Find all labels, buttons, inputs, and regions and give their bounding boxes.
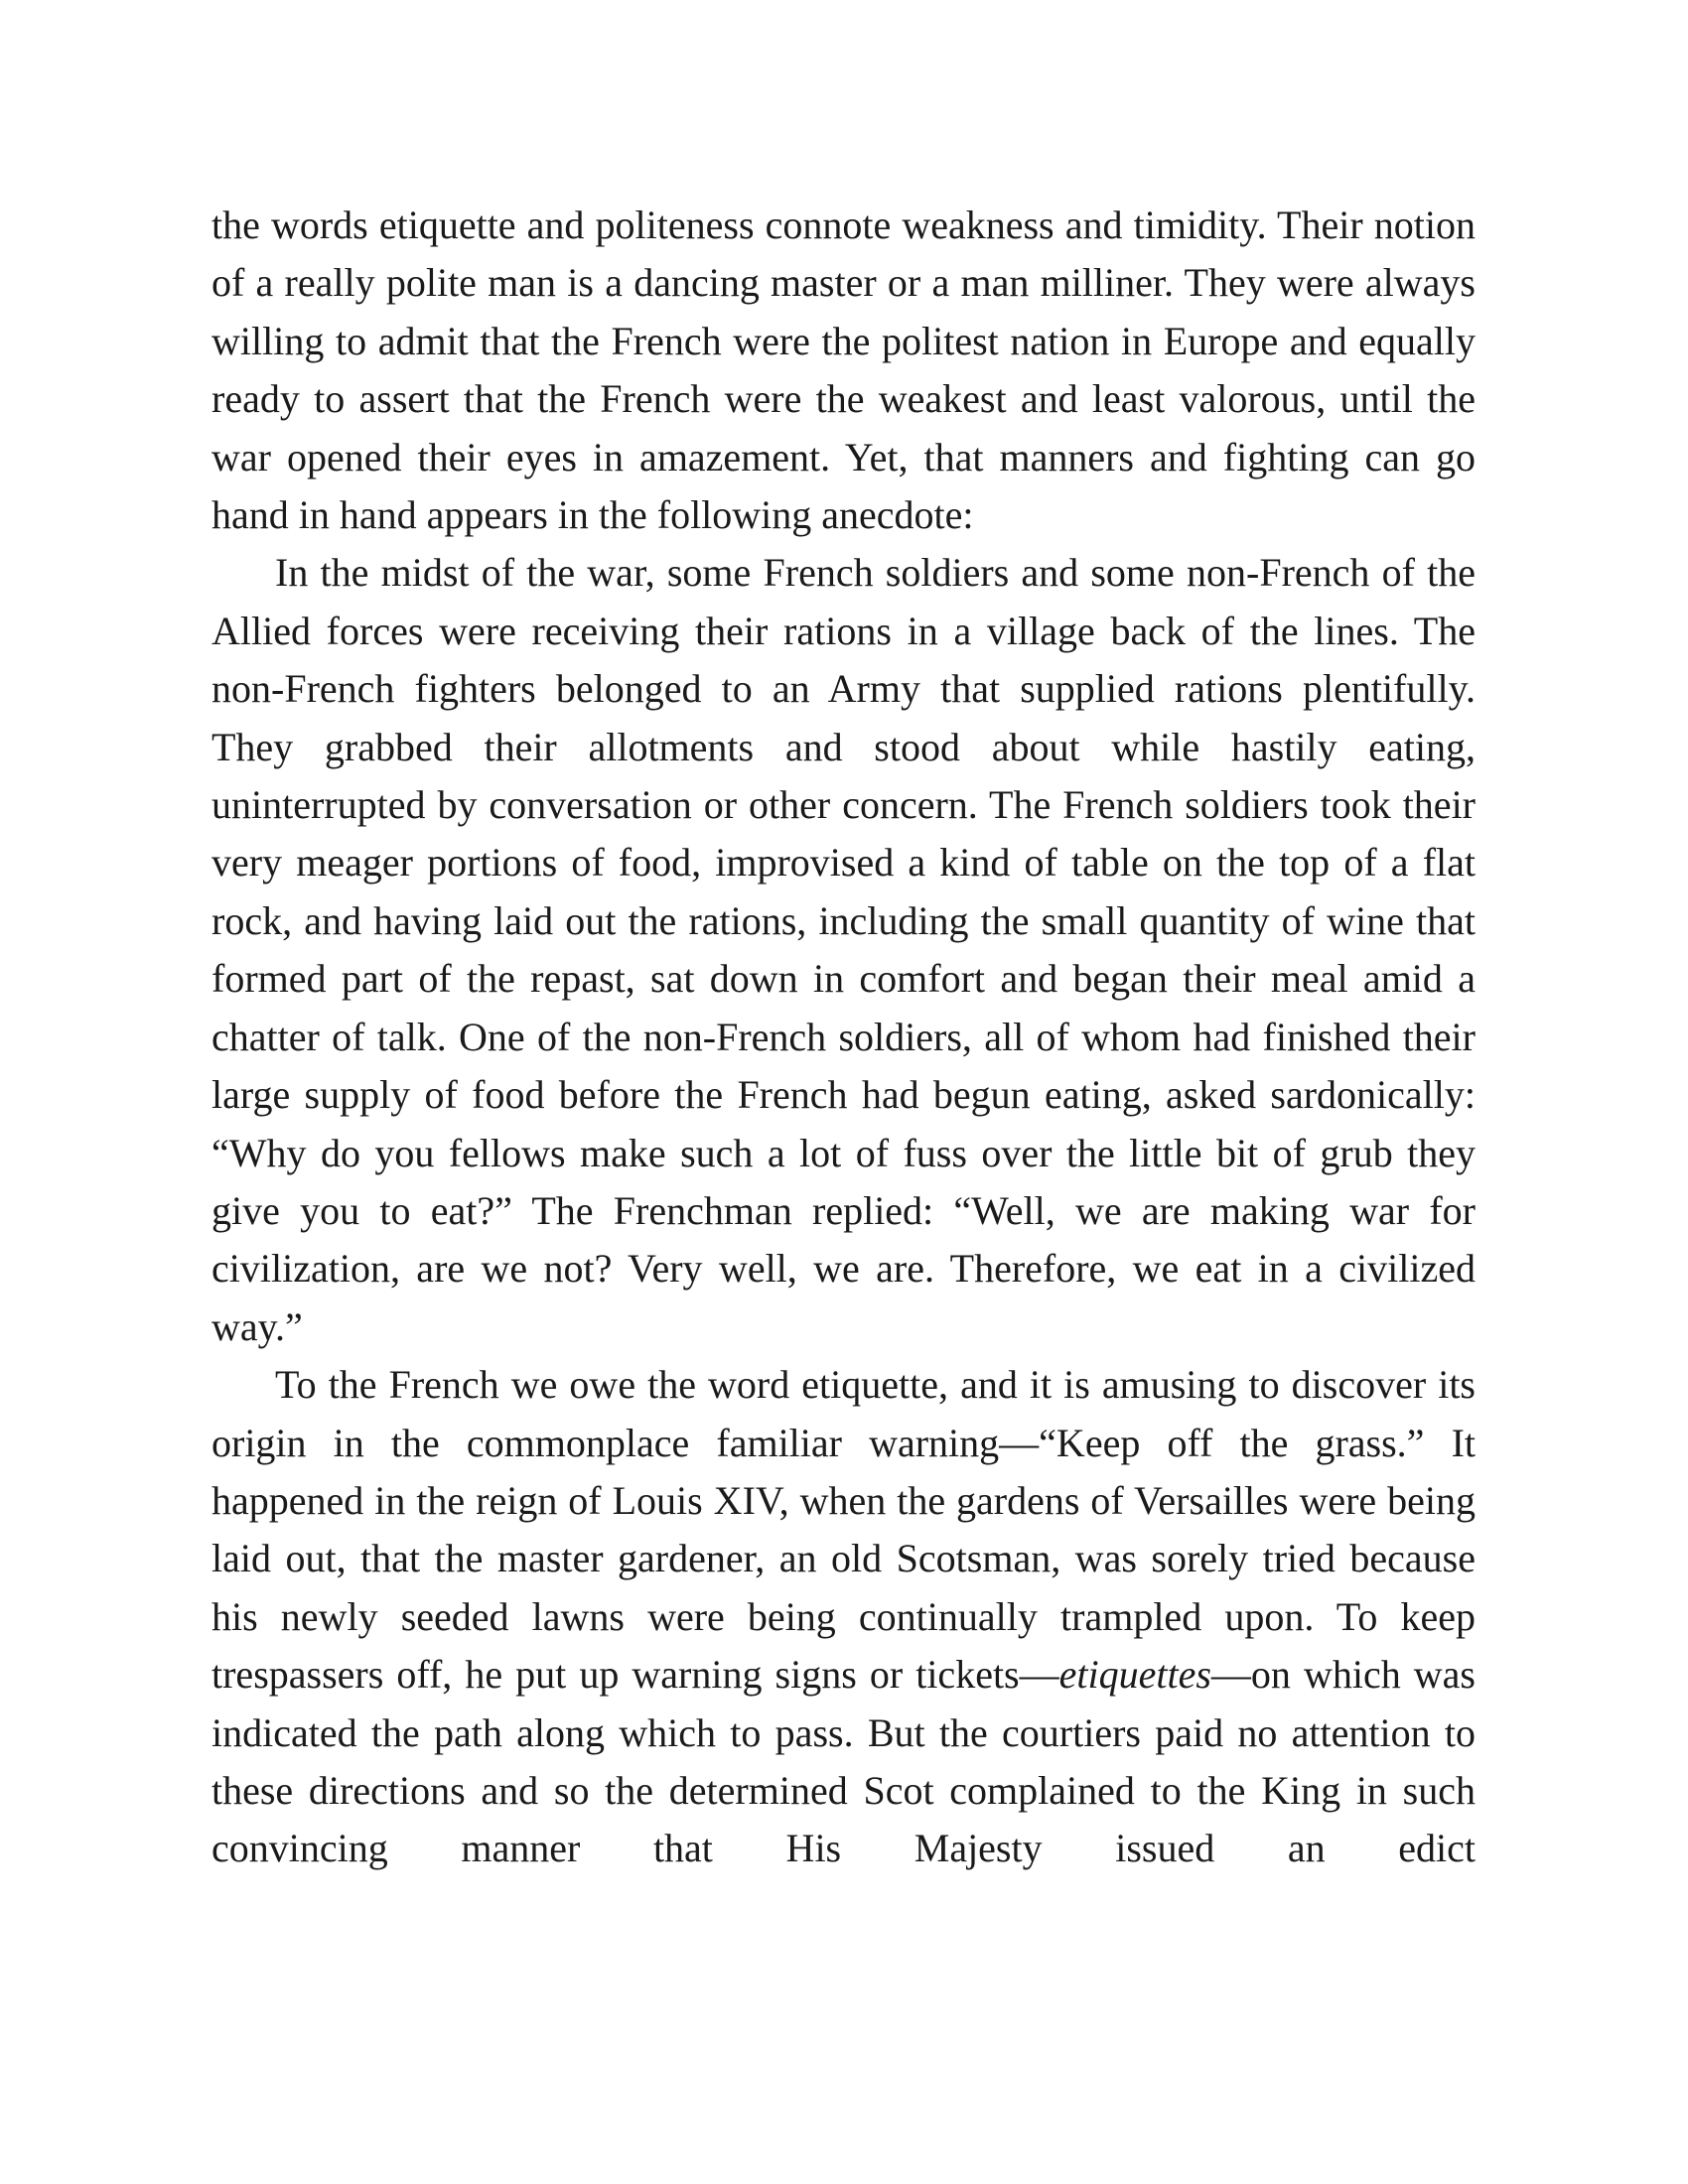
book-page xyxy=(211,197,1476,1878)
paragraph-2: In the midst of the war, some French soldiers and some non-French of the Allied forces were receiving their rations in a village back of the lines. The non-French fighters belonged to an Army that supplied rations plentifully. They grabbed their allotments and stood about while hastily eating, uninterrupted by conversation or other concern. The French soldiers took their very meager portions of food, improvised a kind of table on the top of a flat rock, and having laid out the rations, including the small quantity of wine that formed part of the repast, sat down in comfort and began their meal amid a chatter of talk. One of the non-French soldiers, all of whom had finished their large supply of food before the French had begun eating, asked sardonically: “Why do you fellows make such a lot of fuss over the little bit of grub they give you to eat?” The Frenchman replied: “Well, we are making war for civilization, are we not? Very well, we are. Therefore, we eat in a civilized way.” xyxy=(211,550,1476,1349)
paragraph-3-text-end: —on which was indicated the path along which to pass. But the courtiers paid no attention to these directions and so the determined Scot complained to the King in such convincing manner that His Majesty issued an edict xyxy=(211,1652,1476,1871)
paragraph-1: the words etiquette and politeness connote weakness and timidity. Their notion of a really polite man is a dancing master or a man milliner. They were always willing to admit that the French were the politest nation in Europe and equally ready to assert that the French were the weakest and least valorous, until the war opened their eyes in amazement. Yet, that manners and fighting can go hand in hand appears in the following anecdote: xyxy=(211,203,1476,538)
italic-word-etiquettes: etiquettes xyxy=(1058,1652,1211,1698)
paragraph-3 xyxy=(211,1356,1476,1878)
paragraph-3-text-start: To the French we owe the word etiquette, and it is amusing to discover its origin in the commonplace familiar warning—“Keep off the grass.” It happened in the reign of Louis XIV, when the gardens of Versailles were being laid out, that the master gardener, an old Scotsman, was sorely tried because his newly seeded lawns were being continually trampled upon. To keep trespassers off, he put up warning signs or tickets— xyxy=(211,1362,1476,1698)
